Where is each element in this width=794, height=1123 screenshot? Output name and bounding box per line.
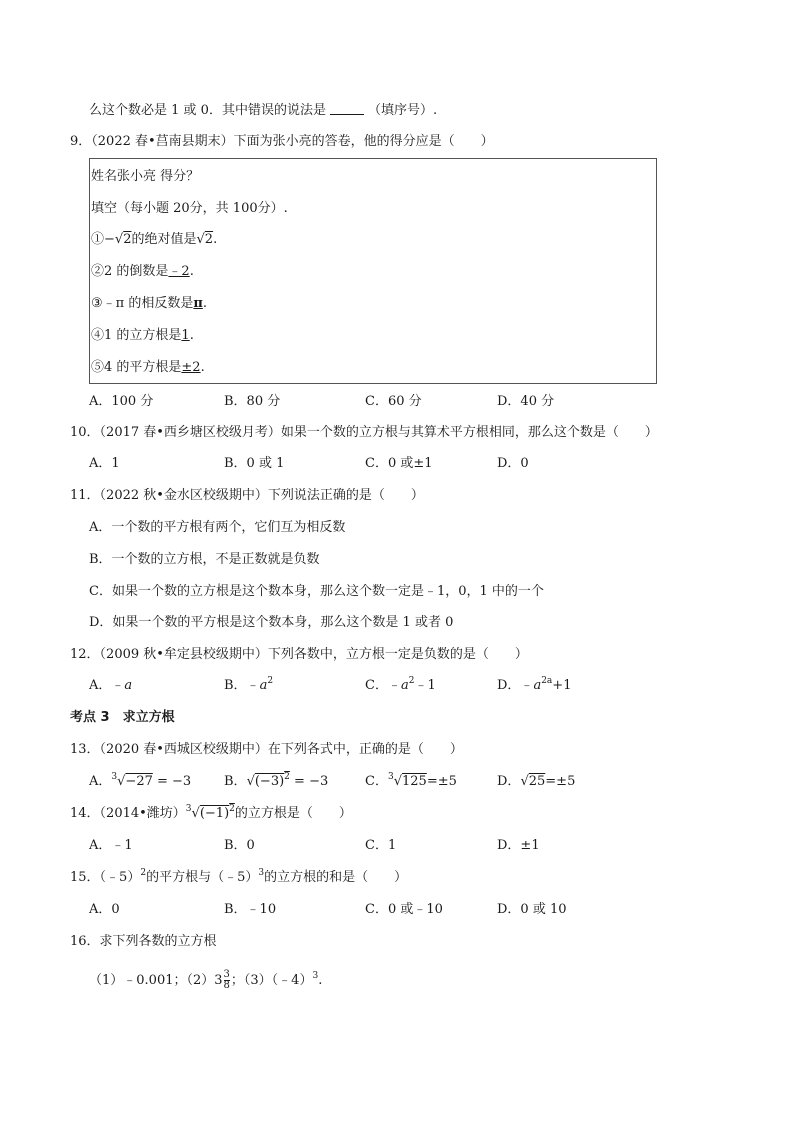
item5-prefix: ⑤4 的平方根是 [91, 360, 182, 375]
q13-b-exp: 2 [284, 772, 290, 782]
q9-stem: 9．（2022 春•莒南县期末）下面为张小亮的答卷，他的得分应是（ ） [70, 134, 494, 149]
q13-c-post: =±5 [426, 774, 457, 789]
q13-a-radicand: −27 [125, 774, 153, 789]
q11-stem: 11．（2022 秋•金水区校级期中）下列说法正确的是（ ） [70, 488, 424, 503]
q14-option-c[interactable]: C．1 [365, 838, 397, 853]
q14-option-b[interactable]: B．0 [224, 838, 255, 853]
q13-d-post: =±5 [545, 774, 576, 789]
q15-part1: 15．（﹣5） [70, 870, 141, 885]
q15-option-d[interactable]: D．0 或 10 [497, 902, 567, 917]
q13-a-post: = −3 [152, 774, 192, 789]
q13-options [89, 773, 729, 791]
q12-option-c[interactable] [365, 677, 436, 695]
q16-stem: 16．求下列各数的立方根 [70, 934, 217, 949]
q10-options [89, 455, 729, 473]
item5-answer: ±2 [181, 360, 201, 375]
q16-part1: （1）﹣0.001；（2）3 [89, 973, 223, 988]
q12-c-prefix: C．﹣ [365, 678, 401, 693]
item1-middle: 的绝对值是 [131, 232, 197, 247]
q13-a-prefix: A． [89, 774, 112, 789]
item4-end: . [189, 328, 194, 343]
q12-d-var: a [533, 678, 542, 693]
item2-answer: ﹣2 [168, 264, 190, 279]
q12-stem: 12．（2009 秋•牟定县校级期中）下列各数中，立方根一定是负数的是（ ） [70, 647, 528, 662]
q14-options [89, 837, 729, 855]
q12-b-prefix: B．﹣ [224, 678, 260, 693]
item1-answer: 2 [204, 232, 214, 247]
q12-c-exp: 2 [408, 676, 415, 686]
q9-option-b[interactable]: B．80 分 [224, 394, 281, 409]
q13-option-a[interactable] [89, 773, 191, 791]
q15-exp1: 2 [140, 868, 147, 878]
item3-prefix: ③﹣π 的相反数是 [91, 296, 194, 311]
previous-question-tail-text: （填序号）. [367, 103, 438, 118]
q9-option-a[interactable]: A．100 分 [89, 394, 154, 409]
q13-option-b[interactable] [224, 773, 328, 791]
q16-denominator: 8 [223, 980, 230, 991]
q12-d-exp: 2a [541, 676, 553, 686]
item3-end: . [202, 296, 207, 311]
q9-option-d[interactable]: D．40 分 [497, 394, 555, 409]
q12-option-d[interactable] [497, 677, 571, 695]
answer-sheet-item-4 [91, 327, 194, 345]
item4-answer: 1 [181, 328, 190, 343]
answer-blank [330, 102, 364, 115]
q13-b-post: = −3 [289, 774, 329, 789]
q10-option-b[interactable]: B．0 或 1 [224, 456, 285, 471]
q13-c-prefix: C． [365, 774, 388, 789]
sqrt-icon: √ [520, 774, 529, 789]
q14-option-d[interactable]: D．±1 [497, 838, 540, 853]
q16-fraction [224, 970, 230, 991]
q16-numerator: 3 [223, 969, 230, 980]
q9-option-c[interactable]: C．60 分 [365, 394, 422, 409]
q13-c-radicand: 125 [401, 774, 427, 789]
sqrt-icon: √ [393, 774, 402, 789]
q15-part3: 的立方根的和是（ ） [264, 870, 408, 885]
q16-part2: ；（3）（﹣4） [230, 973, 313, 988]
sqrt-icon: √ [196, 232, 205, 247]
q14-exp: 2 [229, 804, 235, 814]
item1-prefix: ①− [91, 232, 115, 247]
q14-stem-prefix: 14．（2014•潍坊） [70, 806, 186, 821]
item3-answer: π [193, 296, 203, 311]
q12-a-var: a [124, 678, 133, 693]
q12-d-post: +1 [552, 678, 572, 693]
q12-d-prefix: D．﹣ [497, 678, 534, 693]
sqrt-icon: √ [114, 232, 124, 247]
q12-option-b[interactable] [224, 677, 273, 695]
item1-end: . [213, 232, 218, 247]
q15-option-a[interactable]: A．0 [89, 902, 120, 917]
q13-c-index: 3 [387, 772, 394, 782]
q10-option-d[interactable]: D．0 [497, 456, 529, 471]
answer-sheet-item-5 [91, 359, 205, 377]
q15-exp2: 3 [258, 868, 265, 878]
item2-end: . [189, 264, 194, 279]
q14-radicand: (−1) [199, 806, 230, 821]
q11-option-a[interactable]: A．一个数的平方根有两个，它们互为相反数 [89, 520, 346, 535]
q13-stem: 13．（2020 春•西城区校级期中）在下列各式中，正确的是（ ） [70, 742, 463, 757]
item2-prefix: ②2 的倒数是 [91, 264, 169, 279]
q12-c-var: a [400, 678, 409, 693]
q9-options [89, 393, 729, 411]
q13-option-c[interactable] [365, 773, 457, 791]
q9-answer-sheet-box [89, 158, 657, 384]
q15-stem [70, 869, 407, 887]
q12-b-exp: 2 [267, 676, 274, 686]
q10-option-a[interactable]: A．1 [89, 456, 120, 471]
q14-stem [70, 805, 352, 823]
answer-sheet-name-line: 姓名张小亮 得分？ [91, 169, 200, 184]
q12-a-prefix: A．﹣ [89, 678, 125, 693]
q11-option-c[interactable]: C．如果一个数的立方根是这个数本身，那么这个数一定是﹣1，0，1 中的一个 [89, 584, 544, 599]
q13-option-d[interactable] [497, 773, 575, 791]
q15-option-b[interactable]: B．﹣10 [224, 902, 277, 917]
q10-stem: 10．（2017 春•西乡塘区校级月考）如果一个数的立方根与其算术平方根相同，那么这个数是（ ） [70, 425, 658, 440]
sqrt-icon: √ [246, 774, 255, 789]
item5-end: . [200, 360, 205, 375]
q11-option-b[interactable]: B．一个数的立方根，不是正数就是负数 [89, 552, 320, 567]
q13-b-prefix: B． [224, 774, 247, 789]
answer-sheet-instruction: 填空（每小题 20分，共 100分）. [91, 201, 288, 216]
item4-prefix: ④1 的立方根是 [91, 328, 182, 343]
previous-question-text: 么这个数必是 1 或 0．其中错误的说法是 [89, 103, 326, 118]
q16-exp: 3 [312, 971, 319, 981]
q13-d-prefix: D． [497, 774, 521, 789]
q14-root-index: 3 [185, 804, 192, 814]
q12-c-post: ﹣1 [414, 678, 436, 693]
q15-option-c[interactable]: C．0 或﹣10 [365, 902, 443, 917]
q12-options [89, 677, 729, 695]
q14-stem-post: 的立方根是（ ） [234, 806, 352, 821]
previous-question-tail [89, 102, 437, 120]
q13-b-radicand: (−3) [254, 774, 285, 789]
section-heading-3: 考点 3 求立方根 [70, 710, 175, 725]
answer-sheet-item-2 [91, 263, 194, 281]
sqrt-icon: √ [117, 774, 126, 789]
answer-sheet-item-3 [91, 295, 207, 313]
q16-part3: . [318, 973, 323, 988]
q10-option-c[interactable]: C．0 或±1 [365, 456, 433, 471]
q12-option-a[interactable] [89, 677, 132, 695]
item1-radicand: 2 [123, 232, 132, 247]
q14-option-a[interactable]: A．﹣1 [89, 838, 133, 853]
q11-option-d[interactable]: D．如果一个数的平方根是这个数本身，那么这个数是 1 或者 0 [89, 615, 454, 630]
q12-b-var: a [259, 678, 268, 693]
q15-options [89, 901, 729, 919]
q13-d-radicand: 25 [528, 774, 546, 789]
q13-a-index: 3 [111, 772, 118, 782]
answer-sheet-item-1 [91, 231, 217, 249]
q15-part2: 的平方根与（﹣5） [146, 870, 259, 885]
q16-items [89, 969, 322, 993]
sqrt-icon: √ [191, 806, 200, 821]
